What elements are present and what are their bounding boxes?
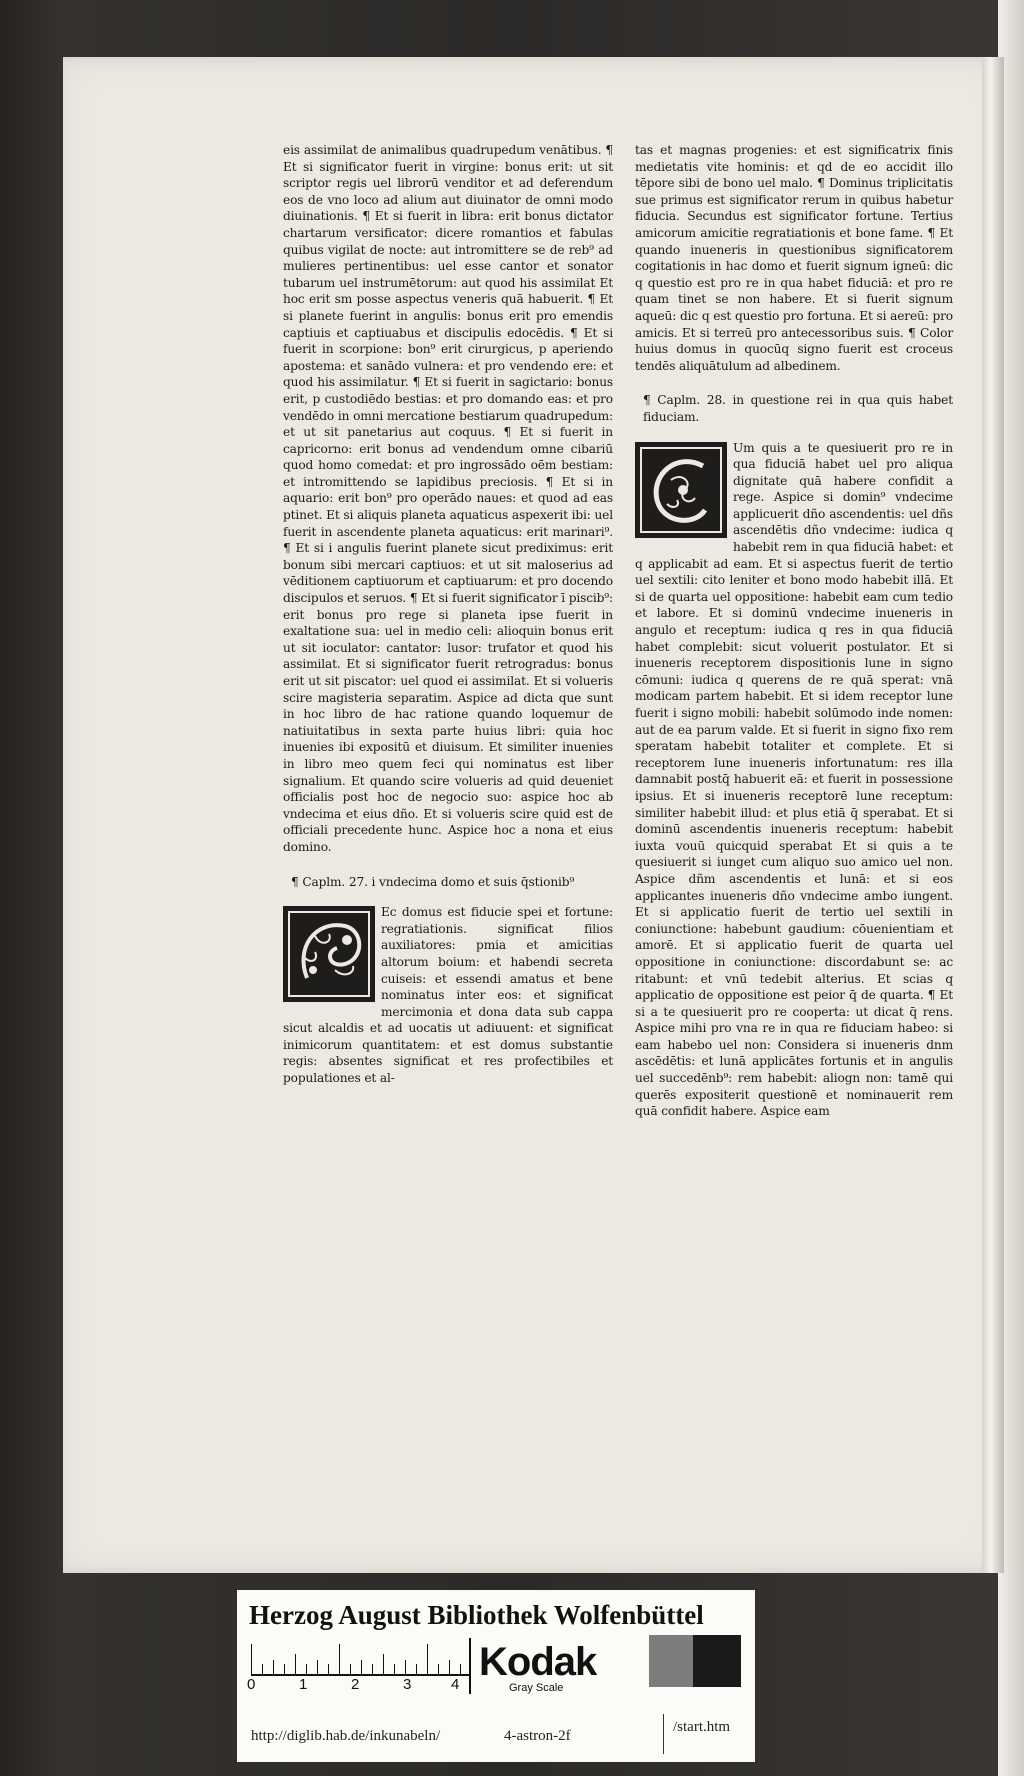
chapter-28-body bbox=[635, 440, 953, 1120]
gray-scale-label: Gray Scale bbox=[509, 1682, 564, 1694]
page-edge-shadow bbox=[982, 57, 1004, 1573]
chapter-27-heading: ¶ Caplm. 27. i vndecima domo et suis q̄stionib⁹ bbox=[291, 874, 575, 889]
url-signature: 4-astron-2f bbox=[504, 1728, 571, 1744]
right-text-column bbox=[635, 142, 953, 1120]
floral-initial-icon bbox=[285, 908, 373, 1000]
library-title: Herzog August Bibliothek Wolfenbüttel bbox=[249, 1600, 704, 1630]
decorated-initial-c bbox=[635, 442, 727, 538]
gray-patch-dark bbox=[693, 1635, 741, 1687]
chapter-28-heading: ¶ Caplm. 28. in questione rei in qua quis habet fiduciam. bbox=[643, 393, 953, 424]
measurement-ruler bbox=[251, 1644, 469, 1676]
left-paragraph-1: eis assimilat de animalibus quadrupedum venātibus. ¶ Et si significator fuerit in virgine: bonus erit: ut sit scriptor regis uel librorū venditor et ad deferendum eos de vno loco ad alium aut diuinator de omni modo diuinationis. ¶ Et si fuerit in libra: erit bonus dictator chartarum versificator: dicere romantios et fabulas quibus vigilat de nocte: aut intromittere se de reb⁹ ad mulieres pertinentibus: uel esse cantor et sonator tubarum uel instrumētorum: aut quod his assimilat Et hoc erit sm posse aspectus veneris quā habuerit. ¶ Et si planete fuerint in angulis: bonus erit pro emendis captiuis et captiuabus et discipulis edocēdis. ¶ Et si fuerit in scorpione: bon⁹ erit cirurgicus, p aperiendo apostema: et sanādo vulnera: et pro vendendo ere: et quod his assimilatur. ¶ Et si fuerit in sagictario: bonus erit, p custodiēdo bestias: et pro domando eas: et pro vendēdo in omni mercatione bestiarum quadrupedum: et ut sit panetarius aut coquus. ¶ Et si fuerit in capricorno: erit bonus ad vendendum omne cibariū quod homo comedat: et pro ingrossādo oēm bestiam: et intromittendo se lapidibus preciosis. ¶ Et si in aquario: erit bon⁹ pro operādo naues: et quod ad eas ptinet. Et si aliquis planeta aquaticus aspexerit ibi: uel fuerit in ascendente planeta aquaticus: erit marinari⁹. ¶ Et si i angulis fuerint planete sicut prediximus: erit bonum sibi mercari captiuos: et ut sit maloserius ad vēditionem captiuorum et captiuarum: et pro docendo discipulos et seruos. ¶ Et si fuerit significator ī piscib⁹: erit bonus pro rege si planeta ipse fuerit in exaltatione sua: uel in medio celi: alioquin bonus erit ut sit ioculator: cantator: lusor: trufator et quod his assimilat. Et si significator fuerit retrogradus: bonus erit ut sit piscator: uel quod ei assimilat. Et si volueris scire magisteria separatim. Aspice ad dicta que sunt in hoc libro de hac ratione quando loquemur de natiuitatibus in sexta parte huius libri: quia hoc inuenies ibi expositū et diuisum. Et similiter inuenies in libro meo quem feci qui nominatus est liber signalium. Et quando scire volueris ad quid deueniet officialis post hoc de negocio suo: aspice hoc ab vndecima et eius dño. Et si volueris scire quid est de officiali precedente hunc. Aspice hoc a nona et eius domino. bbox=[283, 143, 613, 854]
kodak-logo: Kodak bbox=[479, 1640, 597, 1684]
ruler-number-3: 3 bbox=[403, 1676, 412, 1693]
left-paragraph-2: Ec domus est fiducie spei et fortune: regratiationis. significat filios auxiliatores: pmia et amicitias altorum boium: et habendi secreta cuiseis: et essendi amatus et bene nominatus inter eos: et significat mercimonia et dona data sub cappa sicut alcaldis et ad uocatis ut adiuuent: et significat inimicorum quantitatem: et est domus substantie regis: absentes significat et res profectibiles et populationes et al- bbox=[283, 905, 613, 1086]
ruler-number-2: 2 bbox=[351, 1676, 360, 1693]
ruler-number-4: 4 bbox=[451, 1676, 460, 1693]
ruler-number-1: 1 bbox=[299, 1676, 308, 1693]
floral-initial-icon bbox=[637, 444, 725, 536]
chapter-27-body bbox=[283, 904, 613, 1087]
left-text-column bbox=[283, 142, 613, 1087]
gray-patch-mid bbox=[649, 1635, 693, 1687]
url-base: http://diglib.hab.de/inkunabeln/ bbox=[251, 1728, 441, 1744]
label-divider bbox=[663, 1714, 664, 1754]
kodak-scale bbox=[469, 1638, 601, 1694]
right-paragraph-1: tas et magnas progenies: et est significatrix finis medietatis vite hominis: et qd de eo accidit illo tēpore sibi de bono uel malo. ¶ Dominus triplicitatis sue primus est significator rerum in quibus habetur fiducia. Secundus est significator fortune. Tertius amicorum amicitie regratiationis et bone fame. ¶ Et quando inueneris in questionibus significatorem cogitationis in hac domo et fuerit signum igneū: dic q questio est pro re in qua habet fiduciā: et pro re quam tinet se non habere. Et si fuerit signum aqueū: dic q est questio pro fortuna. Et si aereū: pro amicis. Et si terreū pro antecessoribus suis. ¶ Color huius domus in quocūq signo fuerit est croceus tendēs aliquātulum ad albedinem. bbox=[635, 143, 953, 373]
ruler-number-0: 0 bbox=[247, 1676, 256, 1693]
right-paragraph-2: Um quis a te quesiuerit pro re in qua fiduciā habet uel pro aliqua dignitate quā habere confidit a rege. Aspice si domin⁹ vndecime applicuerit dño ascendentis: uel dñs ascendētis dño vndecime: iudica q habebit rem in qua fiduciā habet: et q applicabit ad eam. Et si aspectus fuerit de tertio uel sextili: cito leniter et bono modo habebit illā. Et si de quarta uel oppositione: habebit eam cum tedio et labore. Et si dominū vndecime inueneris in angulo et receptum: iudica q res in qua fiduciā habet complebit: sicut voluerit postulator. Et si inueneris receptorem dispositionis lune in signo cōmuni: iudica q querens de re quā sperat: vnā modicam partem habebit. Et si idem receptor lune fuerit i signo mobili: habebit solūmodo inde nomen: aut de ea parum valde. Et si fuerit in signo fixo rem speratam habebit totaliter et complete. Et si receptorem lune inueneris infortunatum: res illa damnabit postq̄ habuerit eā: et fuerit in possessione ipsius. Et si inueneris receptorē lune receptum: similiter habebit illud: et plus etiā q̄ sperabat. Et si dominū ascendentis inueneris receptum: habebit iuxta vouū quicquid sperabat Et si quis a te quesiuerit si iunget cum aliquo suo amico uel non. Aspice dñm ascendentis et lunā: et si eos applicantes inueneris dño vndecime ambo iungent. Et si applicatio fuerit de tertio uel sextili in coniunctione: habebunt gaudium: cōuenientiam et amorē. Et si applicatio fuerit de quarta uel oppositione in coniunctione: discordabunt se: ac ritabunt: et vnū tedebit alterius. Et scias q applicatio de oppositione est peior q̄ de quarta. ¶ Et si a te quesiuerit pro re cooperta: ut dicat q̄ rens. Aspice mihi pro vna re in qua re fiduciam habeo: si eam habebo uel non: Considera si inueneris dnm ascēdētis: et lunā applicātes fortunis et in angulis uel succedēnb⁹: rem habebit: aliogn non: tamē qui querēs expositerit questionē et nominauerit rem quā confidit habere. Aspice eam bbox=[635, 440, 953, 1119]
decorated-initial-h bbox=[283, 906, 375, 1002]
archive-label-card bbox=[237, 1590, 755, 1762]
url-start: /start.htm bbox=[673, 1719, 731, 1735]
